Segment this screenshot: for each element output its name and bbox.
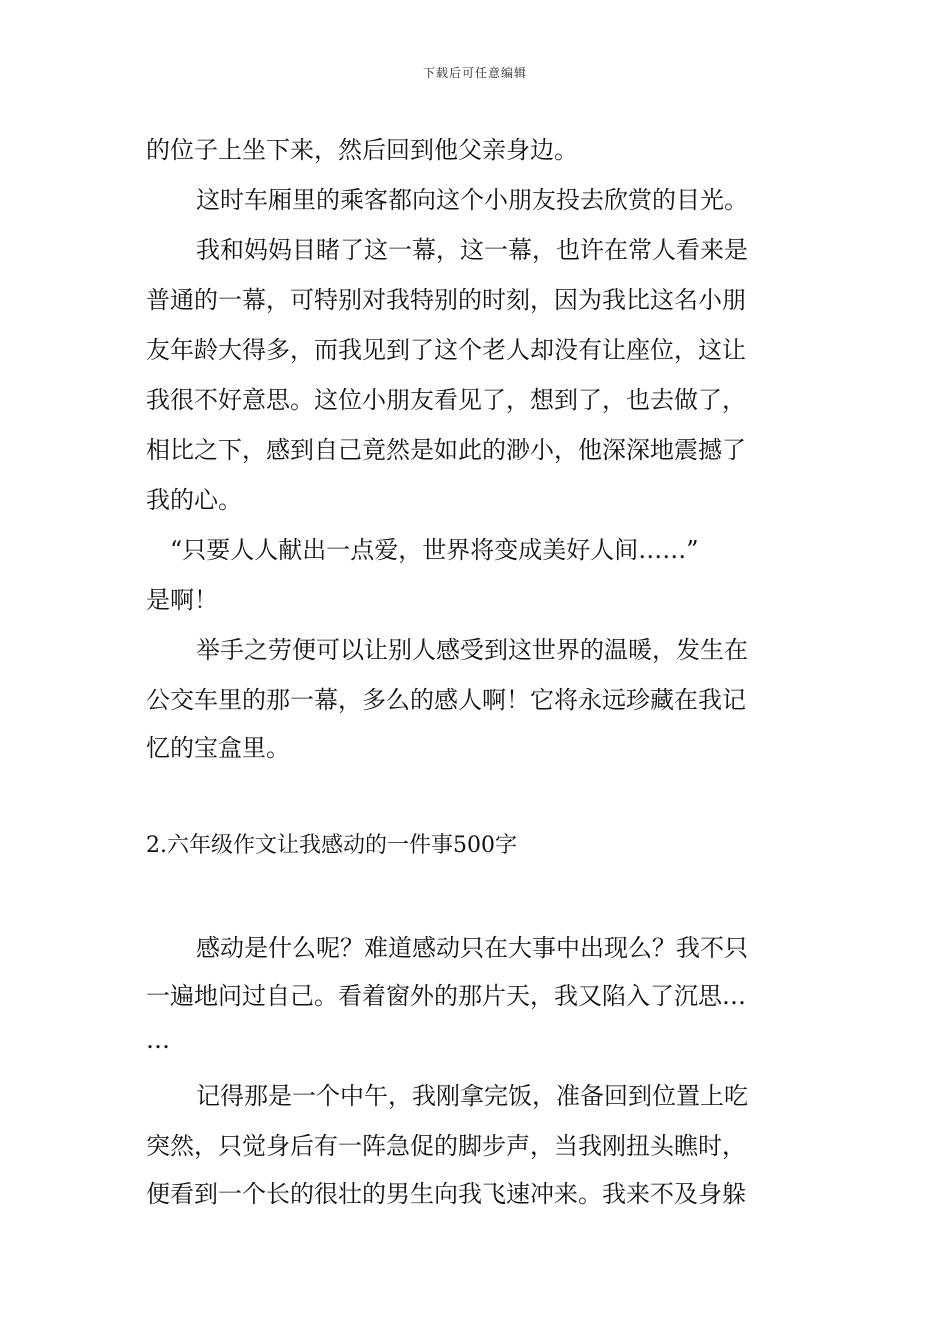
- text-line: 便看到一个长的很壮的男生向我飞速冲来。我来不及身躲: [146, 1180, 746, 1208]
- text-line: 我和妈妈目睹了这一幕，这一幕，也许在常人看来是: [196, 236, 748, 264]
- text-line: 是啊！: [146, 586, 218, 614]
- text-line: 忆的宝盒里。: [146, 734, 290, 762]
- text-line: 感动是什么呢？难道感动只在大事中出现么？我不只: [196, 934, 748, 962]
- text-line: 举手之劳便可以让别人感受到这世界的温暖，发生在: [196, 636, 748, 664]
- text-line: 相比之下，感到自己竟然是如此的渺小，他深深地震撼了: [146, 436, 746, 464]
- text-line: 突然，只觉身后有一阵急促的脚步声，当我刚扭头瞧时，: [146, 1132, 746, 1160]
- text-line: 一遍地问过自己。看着窗外的那片天，我又陷入了沉思…: [146, 982, 746, 1010]
- text-line: 记得那是一个中午，我刚拿完饭，准备回到位置上吃: [196, 1082, 748, 1110]
- text-line: “只要人人献出一点爱，世界将变成美好人间……”: [170, 536, 699, 564]
- text-line: 普通的一幕，可特别对我特别的时刻，因为我比这名小朋: [146, 286, 746, 314]
- text-line: 我很不好意思。这位小朋友看见了，想到了，也去做了，: [146, 386, 746, 414]
- text-line: 公交车里的那一幕，多么的感人啊！它将永远珍藏在我记: [146, 686, 746, 714]
- text-line: 这时车厢里的乘客都向这个小朋友投去欣赏的目光。: [196, 186, 748, 214]
- section-heading: 2.六年级作文让我感动的一件事500字: [146, 833, 517, 858]
- text-line: …: [146, 1026, 170, 1054]
- text-line: 友年龄大得多，而我见到了这个老人却没有让座位，这让: [146, 336, 746, 364]
- text-line: 我的心。: [146, 486, 242, 514]
- text-line: 的位子上坐下来，然后回到他父亲身边。: [146, 136, 578, 164]
- page-header: 下载后可任意编辑: [422, 66, 527, 80]
